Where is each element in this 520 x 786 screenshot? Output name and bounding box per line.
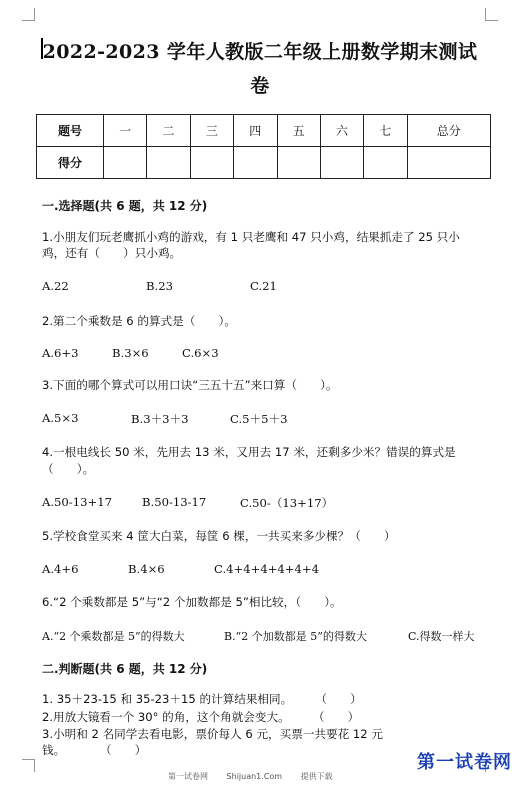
question-text: 1.小朋友们玩老鹰抓小鸡的游戏，有 1 只老鹰和 47 只小鸡，结果抓走了 25 只小	[42, 230, 460, 244]
table-cell[interactable]	[364, 147, 407, 179]
option: B.“2 个加数都是 5”的得数大	[224, 630, 367, 643]
option: B.3＋3＋3	[131, 412, 189, 426]
question-text: 3.小明和 2 名同学去看电影，票价每人 6 元，买票一共要花 12 元	[42, 727, 383, 741]
document-title: 2022-2023 学年人教版二年级上册数学期末测试	[42, 41, 478, 63]
question-text: 5.学校食堂买来 4 筐大白菜，每筐 6 棵，一共买来多少棵？（ ）	[42, 529, 396, 543]
question-text: 1. 35＋23-15 和 35-23＋15 的计算结果相同。 （ ）	[42, 692, 362, 706]
option: C.21	[250, 279, 277, 293]
table-cell[interactable]	[407, 147, 490, 179]
table-cell[interactable]	[277, 147, 320, 179]
table-row	[37, 147, 491, 179]
crop-mark	[22, 759, 35, 772]
document-title-continued: 卷	[250, 75, 270, 97]
table-cell: 三	[190, 115, 233, 147]
crop-mark	[22, 8, 35, 21]
watermark-logo: 第一试卷网	[417, 752, 512, 773]
table-cell[interactable]	[147, 147, 190, 179]
section-heading: 一.选择题(共 6 题，共 12 分)	[42, 199, 208, 213]
option: A.6+3	[42, 346, 79, 360]
option: A.“2 个乘数都是 5”的得数大	[42, 630, 185, 643]
option: C.5＋5＋3	[230, 412, 288, 426]
table-cell[interactable]	[104, 147, 147, 179]
question-text: 鸡，还有（ ）只小鸡。	[42, 246, 182, 260]
footer-left: 第一试卷网	[168, 772, 208, 781]
table-cell: 二	[147, 115, 190, 147]
question-text: 3.下面的哪个算式可以用口诀“三五十五”来口算（ ）。	[42, 378, 338, 392]
option: A.50-13+17	[42, 495, 112, 509]
option: B.4×6	[128, 562, 165, 576]
table-cell[interactable]	[190, 147, 233, 179]
section-heading: 二.判断题(共 6 题，共 12 分)	[42, 662, 208, 676]
table-cell: 四	[234, 115, 277, 147]
page-footer	[168, 771, 349, 782]
option: A.4+6	[42, 562, 79, 576]
question-text: 2.第二个乘数是 6 的算式是（ ）。	[42, 314, 236, 328]
option: B.23	[146, 279, 173, 293]
footer-center: Shijuan1.Com	[226, 772, 283, 781]
table-cell: 一	[104, 115, 147, 147]
question-text: 钱。 （ ）	[42, 743, 147, 757]
table-cell: 六	[320, 115, 363, 147]
table-cell: 七	[364, 115, 407, 147]
table-cell[interactable]	[234, 147, 277, 179]
option: C.得数一样大	[408, 630, 475, 643]
table-cell: 总分	[407, 115, 490, 147]
option: C.4+4+4+4+4+4	[214, 562, 319, 576]
table-cell: 得分	[37, 147, 104, 179]
table-cell: 五	[277, 115, 320, 147]
option: A.5×3	[42, 411, 79, 425]
option: A.22	[42, 279, 69, 293]
question-text: （ ）。	[42, 462, 95, 476]
question-text: 4.一根电线长 50 米，先用去 13 米，又用去 17 米，还剩多少米？错误的算式是	[42, 445, 456, 459]
score-table	[36, 114, 491, 179]
option: B.3×6	[112, 346, 149, 360]
option: C.50-（13+17）	[240, 496, 334, 510]
footer-right: 提供下载	[300, 772, 333, 781]
option: C.6×3	[182, 346, 219, 360]
crop-mark	[485, 8, 498, 21]
question-text: 2.用放大镜看一个 30° 的角，这个角就会变大。 （ ）	[42, 710, 360, 724]
option: B.50-13-17	[142, 495, 207, 509]
question-text: 6.“2 个乘数都是 5”与“2 个加数都是 5”相比较，（ ）。	[42, 595, 342, 609]
table-cell[interactable]	[320, 147, 363, 179]
table-row	[37, 115, 491, 147]
table-cell: 题号	[37, 115, 104, 147]
